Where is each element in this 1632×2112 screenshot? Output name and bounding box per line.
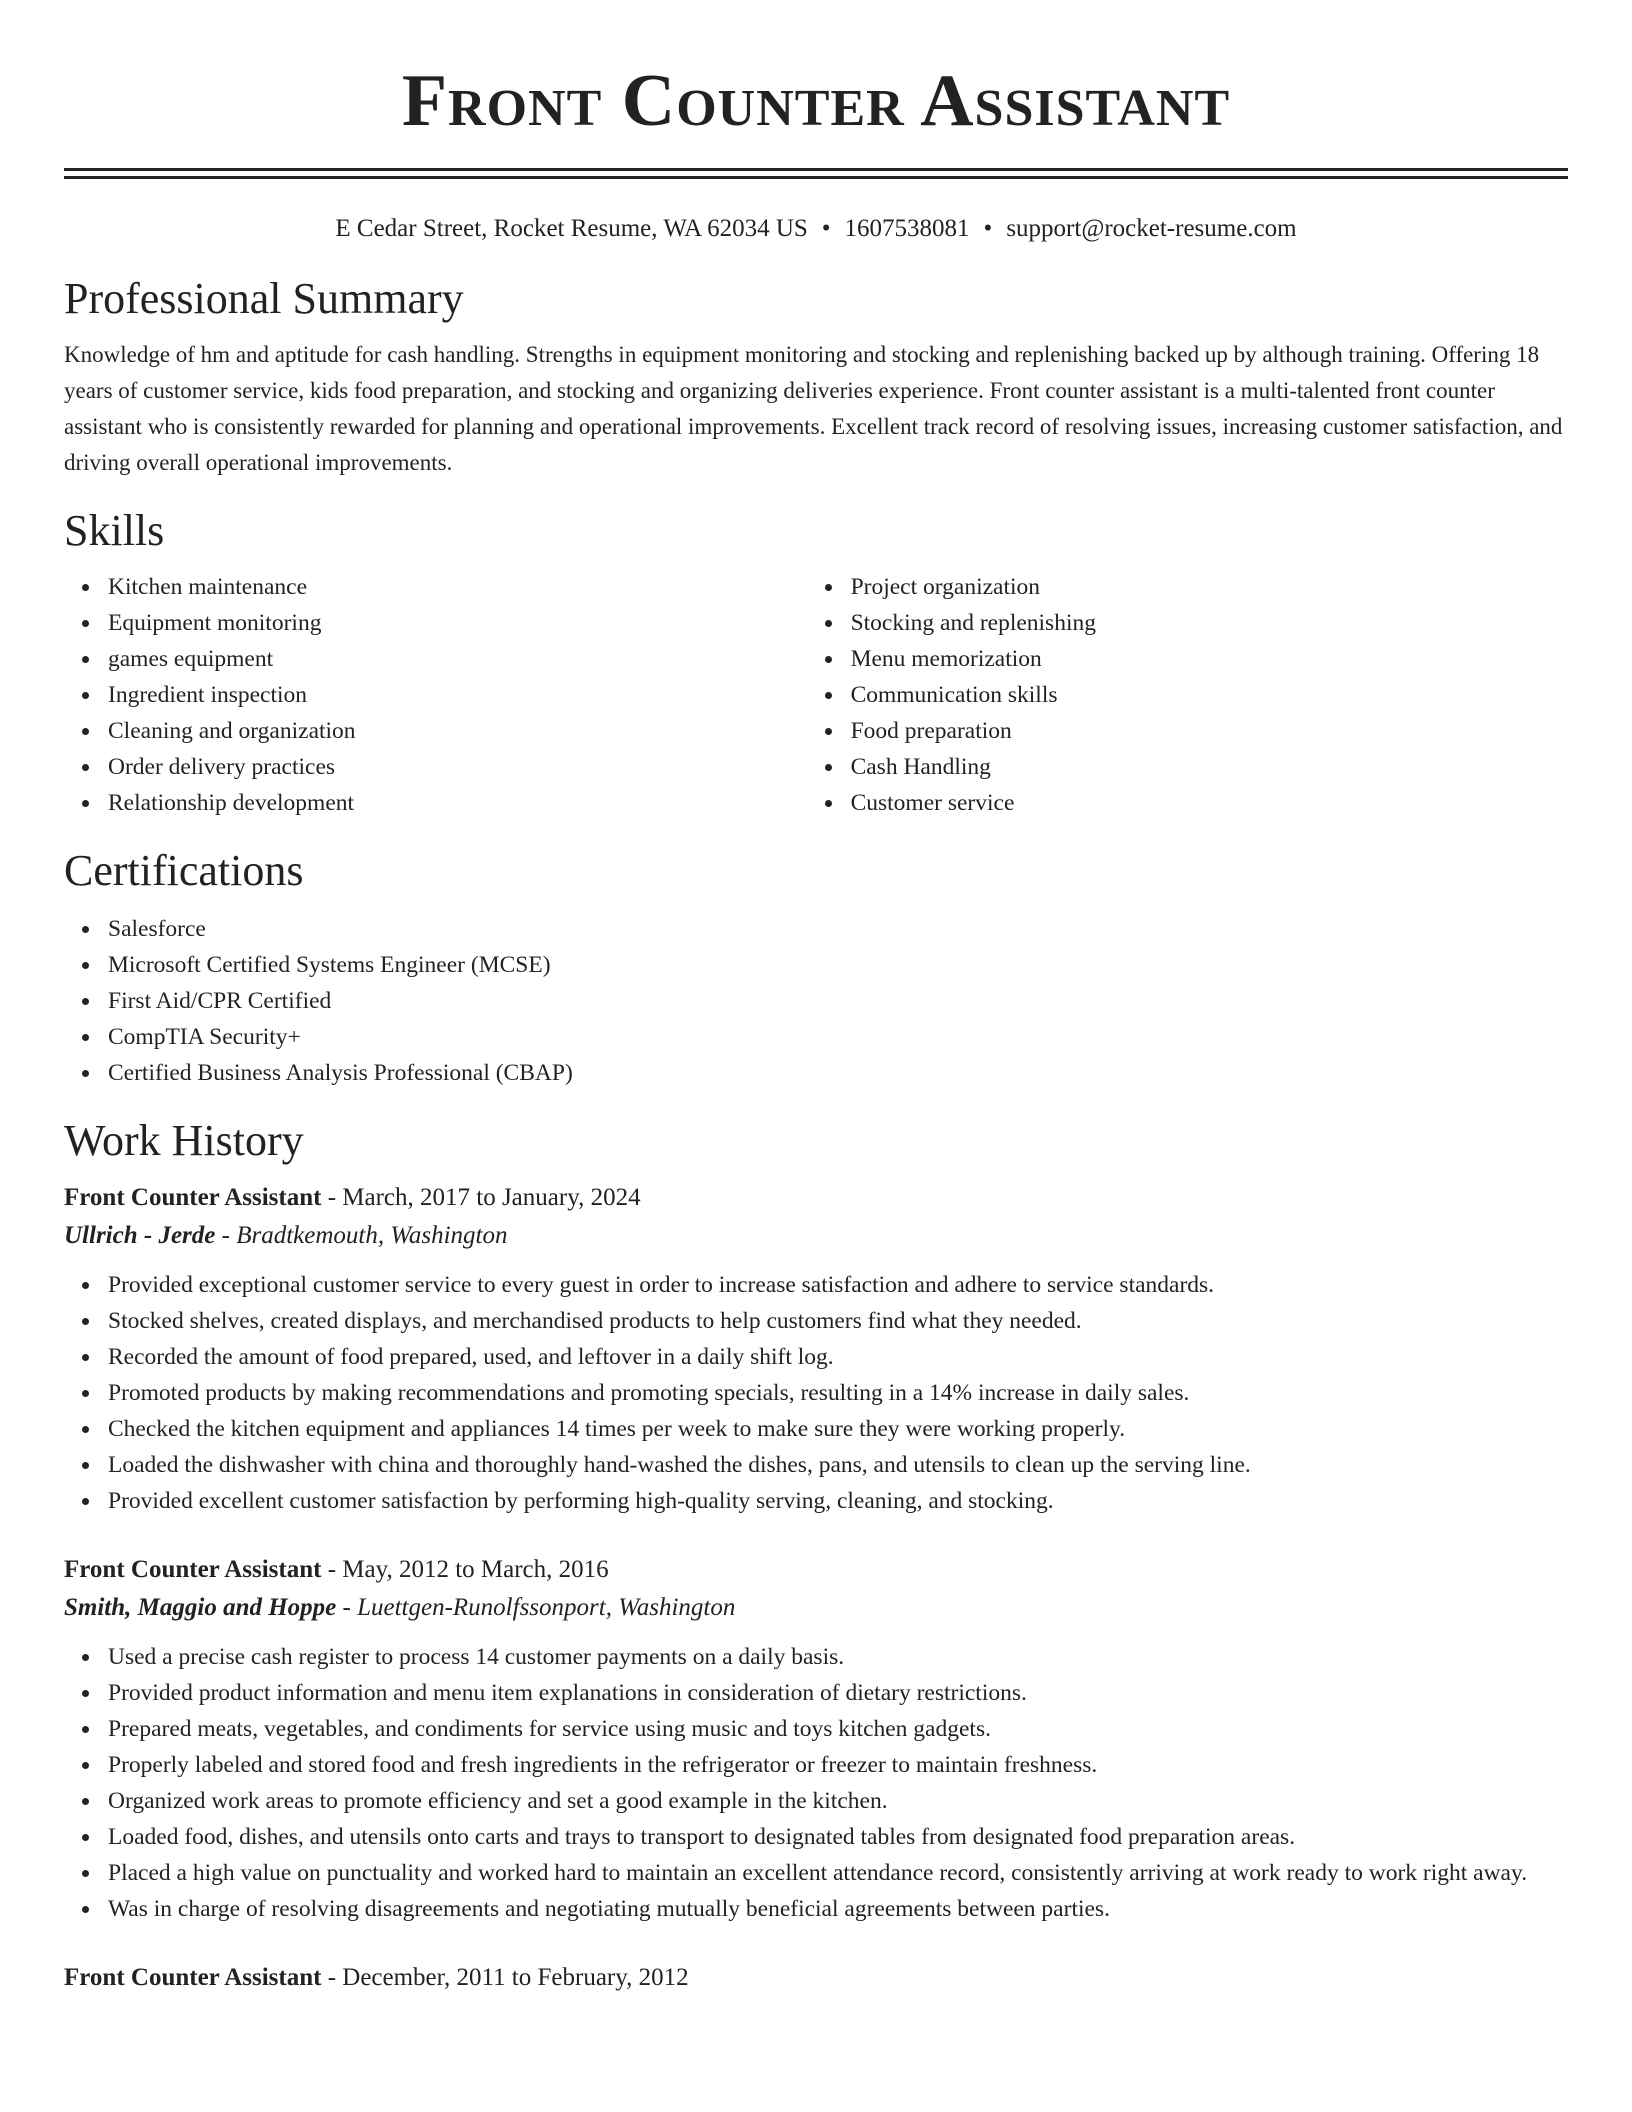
job-bullet: Checked the kitchen equipment and appliances 14 times per week to make sure they were working properly. — [108, 1411, 1568, 1447]
job-bullet: Placed a high value on punctuality and worked hard to maintain an excellent attendance record, consistently arriving at work ready to work right away. — [108, 1855, 1568, 1891]
job-bullet: Stocked shelves, created displays, and merchandised products to help customers find what they needed. — [108, 1303, 1568, 1339]
certifications-list — [64, 911, 1568, 1091]
skills-list-right — [807, 569, 1568, 821]
contact-phone: 1607538081 — [844, 215, 970, 242]
job-role: Front Counter Assistant — [64, 1556, 322, 1583]
summary-section — [64, 271, 1568, 481]
job-heading — [64, 1959, 1568, 1997]
job-bullet: Used a precise cash register to process 14 customer payments on a daily basis. — [108, 1639, 1568, 1675]
skill-item: Ingredient inspection — [108, 677, 807, 713]
certification-item: First Aid/CPR Certified — [108, 983, 1568, 1019]
skill-item: games equipment — [108, 641, 807, 677]
job-company: Ullrich - Jerde — [64, 1222, 216, 1249]
job-role: Front Counter Assistant — [64, 1184, 322, 1211]
job-bullet: Properly labeled and stored food and fresh ingredients in the refrigerator or freezer to maintain freshness. — [108, 1747, 1568, 1783]
job-heading — [64, 1179, 1568, 1217]
summary-title: Professional Summary — [64, 274, 464, 323]
job-employer — [64, 1217, 1568, 1255]
job-location: - Bradtkemouth, Washington — [215, 1222, 508, 1249]
skill-item: Relationship development — [108, 785, 807, 821]
certifications-title: Certifications — [64, 846, 304, 895]
job-bullet: Organized work areas to promote efficiency and set a good example in the kitchen. — [108, 1783, 1568, 1819]
skill-item: Stocking and replenishing — [851, 605, 1568, 641]
skill-item: Food preparation — [851, 713, 1568, 749]
job-bullet: Loaded the dishwasher with china and thoroughly hand-washed the dishes, pans, and utensils to clean up the serving line. — [108, 1447, 1568, 1483]
certifications-section — [64, 843, 1568, 1091]
resume-name: Front Counter Assistant — [401, 60, 1231, 142]
certification-item: Certified Business Analysis Professional (CBAP) — [108, 1055, 1568, 1091]
job-bullet: Provided exceptional customer service to every guest in order to increase satisfaction and adhere to service standards. — [108, 1267, 1568, 1303]
job-role: Front Counter Assistant — [64, 1964, 322, 1991]
work-history-title: Work History — [64, 1116, 304, 1165]
skill-item: Menu memorization — [851, 641, 1568, 677]
job-heading — [64, 1551, 1568, 1589]
skill-item: Order delivery practices — [108, 749, 807, 785]
job-bullet: Provided product information and menu item explanations in consideration of dietary restrictions. — [108, 1675, 1568, 1711]
job-bullet: Loaded food, dishes, and utensils onto carts and trays to transport to designated tables from designated food preparation areas. — [108, 1819, 1568, 1855]
header-double-rule — [64, 168, 1568, 179]
contact-separator: • — [983, 215, 993, 242]
contact-line — [64, 213, 1568, 245]
certification-item: Microsoft Certified Systems Engineer (MCSE) — [108, 947, 1568, 983]
work-history-section — [64, 1113, 1568, 1997]
job-dates: - December, 2011 to February, 2012 — [321, 1964, 689, 1991]
skill-item: Project organization — [851, 569, 1568, 605]
job-bullets — [64, 1639, 1568, 1927]
job-dates: - May, 2012 to March, 2016 — [321, 1556, 609, 1583]
skill-item: Cleaning and organization — [108, 713, 807, 749]
skill-item: Cash Handling — [851, 749, 1568, 785]
job-location: - Luettgen-Runolfssonport, Washington — [336, 1594, 736, 1621]
certification-item: CompTIA Security+ — [108, 1019, 1568, 1055]
job-bullet: Recorded the amount of food prepared, used, and leftover in a daily shift log. — [108, 1339, 1568, 1375]
skills-columns — [64, 569, 1568, 821]
job-entry — [64, 1551, 1568, 1927]
summary-text: Knowledge of hm and aptitude for cash handling. Strengths in equipment monitoring and stocking and replenishing backed up by although training. Offering 18 years of customer service, kids food preparation, and stocking and organizing deliveries experience. Front counter assistant is a multi-talented front counter assistant who is consistently rewarded for planning and operational improvements. Excellent track record of resolving issues, increasing customer satisfaction, and driving overall operational improvements. — [64, 342, 1563, 475]
job-dates: - March, 2017 to January, 2024 — [321, 1184, 641, 1211]
skill-item: Kitchen maintenance — [108, 569, 807, 605]
job-entry — [64, 1179, 1568, 1519]
skill-item: Equipment monitoring — [108, 605, 807, 641]
job-entry — [64, 1959, 1568, 1997]
job-company: Smith, Maggio and Hoppe — [64, 1594, 337, 1621]
job-bullet: Was in charge of resolving disagreements and negotiating mutually beneficial agreements between parties. — [108, 1891, 1568, 1927]
skills-list-left — [64, 569, 807, 821]
contact-separator: • — [821, 215, 831, 242]
job-bullet: Prepared meats, vegetables, and condiments for service using music and toys kitchen gadgets. — [108, 1711, 1568, 1747]
skill-item: Communication skills — [851, 677, 1568, 713]
skill-item: Customer service — [851, 785, 1568, 821]
job-bullets — [64, 1267, 1568, 1519]
skills-title: Skills — [64, 506, 165, 555]
certification-item: Salesforce — [108, 911, 1568, 947]
contact-address: E Cedar Street, Rocket Resume, WA 62034 US — [335, 215, 808, 242]
skills-section — [64, 503, 1568, 821]
contact-email: support@rocket-resume.com — [1006, 215, 1297, 242]
job-bullet: Provided excellent customer satisfaction by performing high-quality serving, cleaning, and stocking. — [108, 1483, 1568, 1519]
job-bullet: Promoted products by making recommendations and promoting specials, resulting in a 14% increase in daily sales. — [108, 1375, 1568, 1411]
job-employer — [64, 1589, 1568, 1627]
